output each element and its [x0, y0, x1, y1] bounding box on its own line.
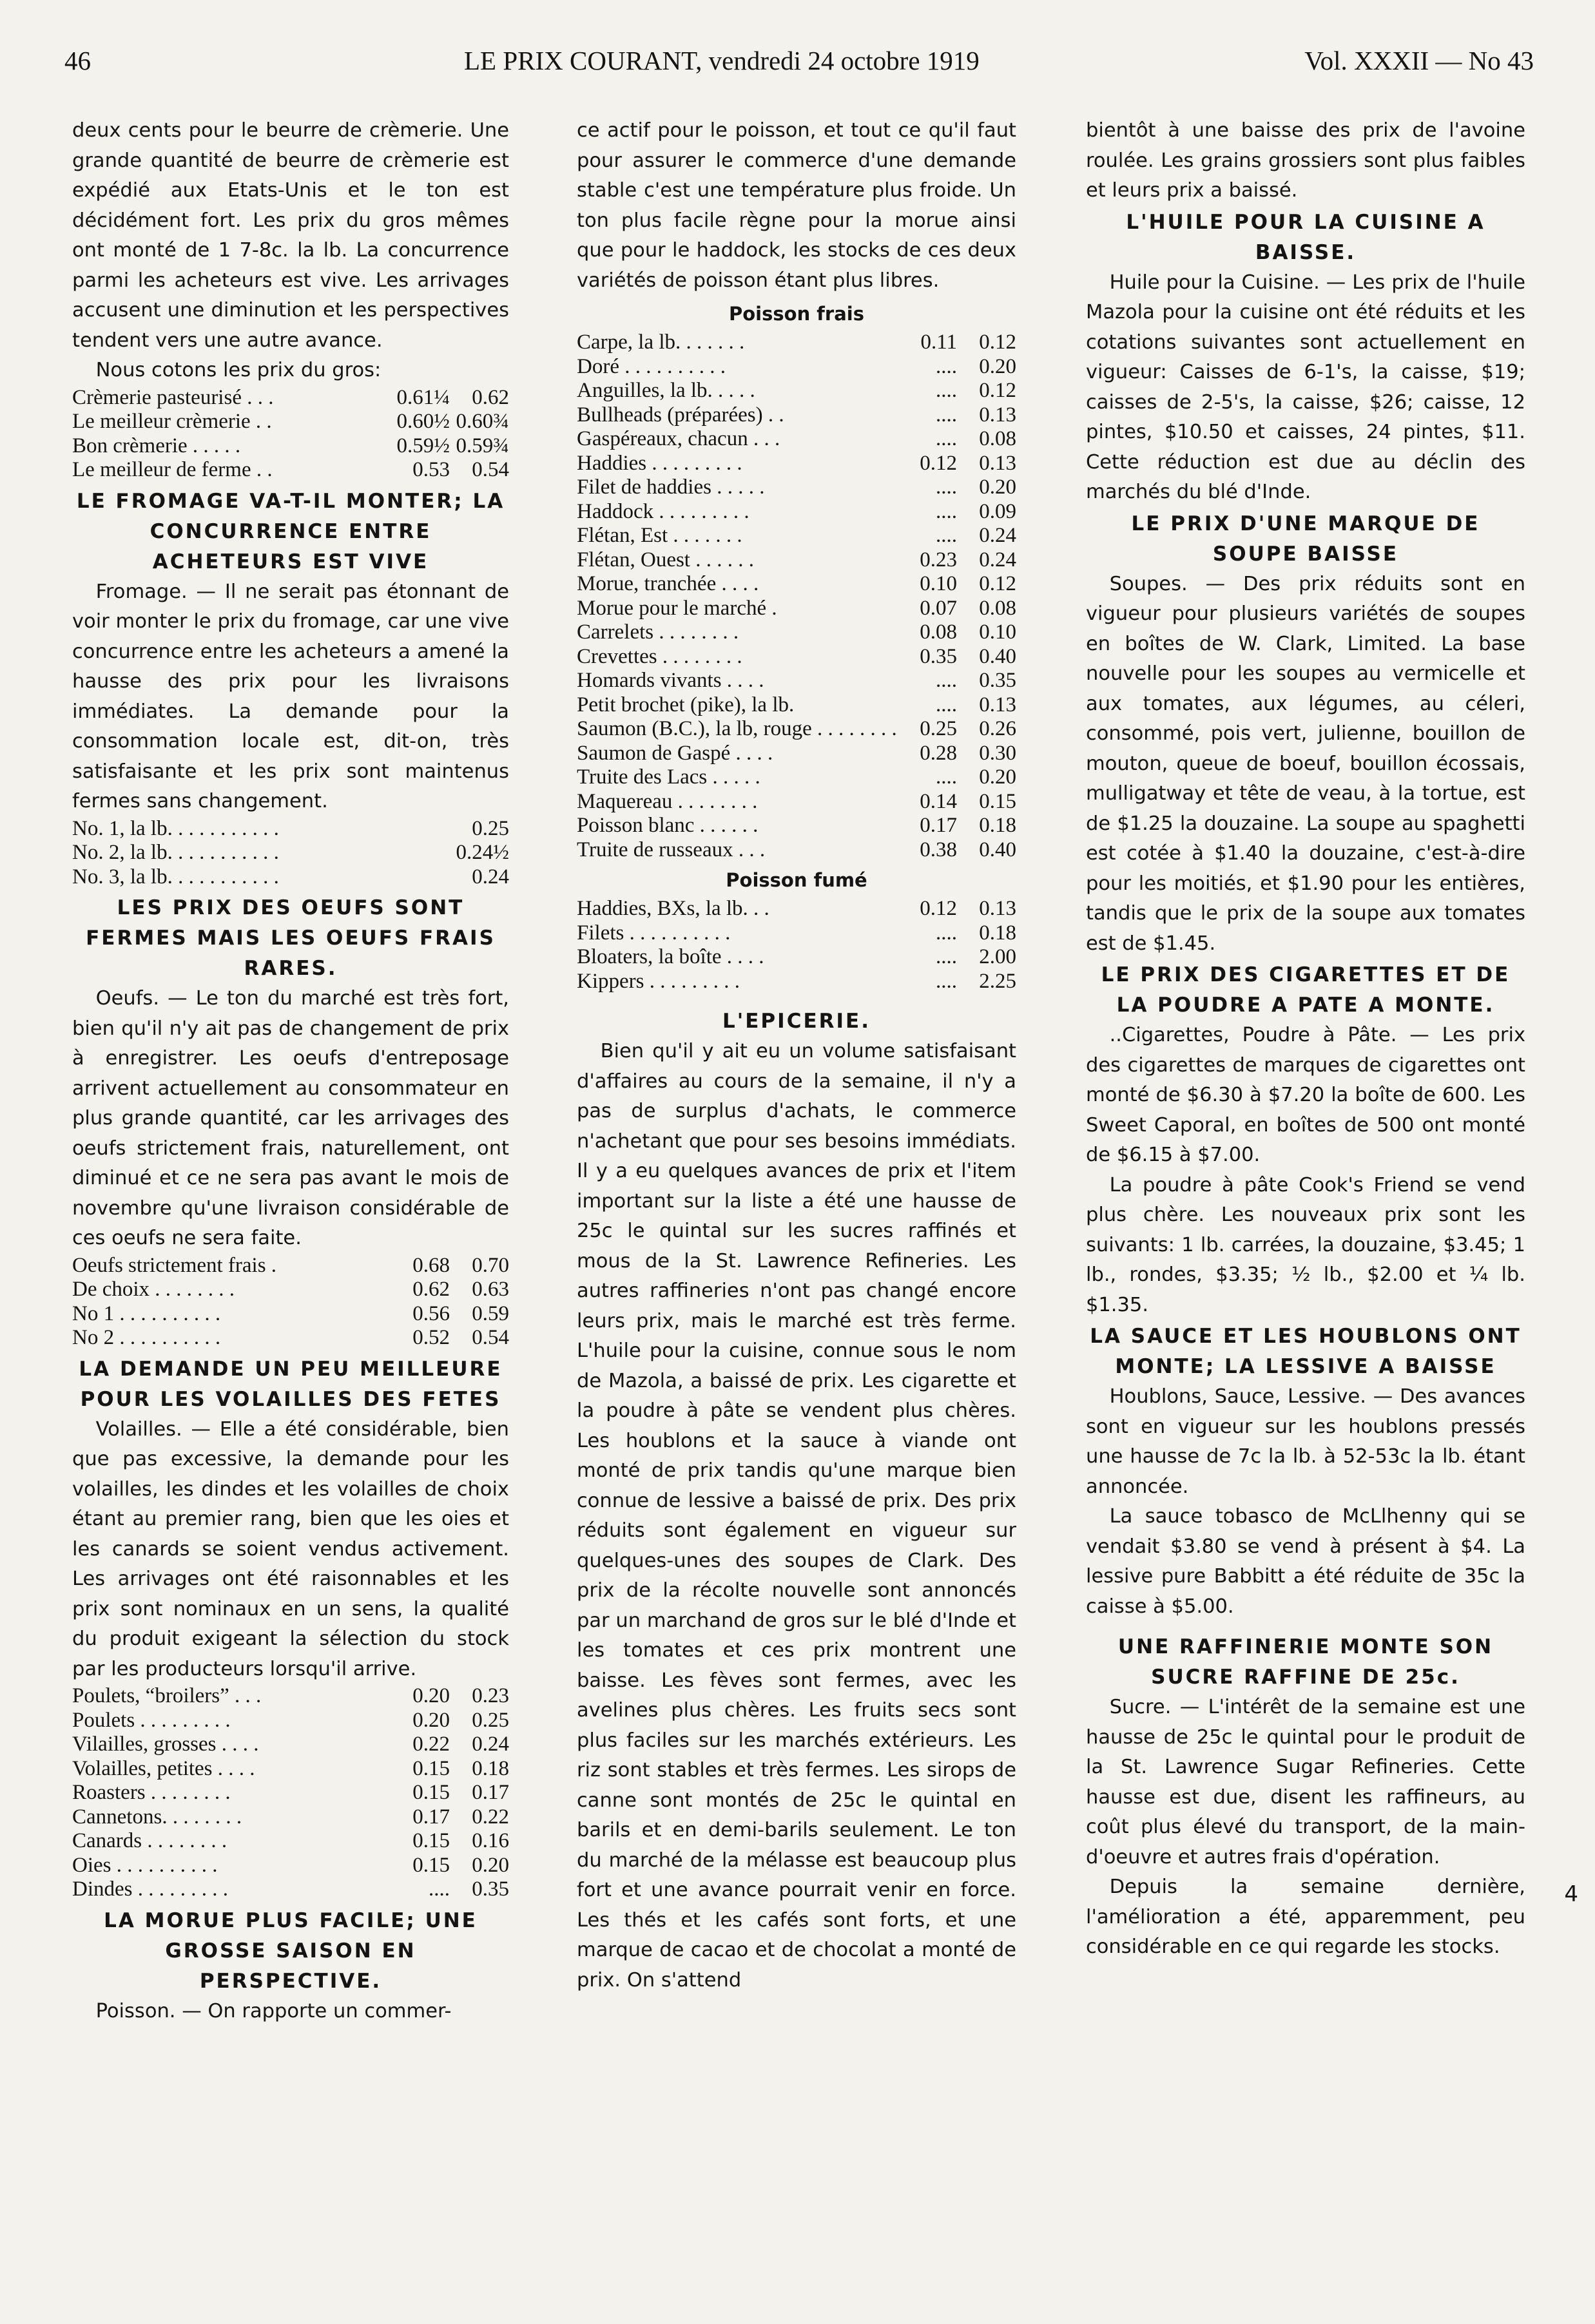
paragraph-houblons: Houblons, Sauce, Lessive. — Des avances sont en vigueur sur les houblons pressés une hausse de 7c la lb. à 52-53c la lb. étant annoncée. — [1086, 1385, 1525, 1498]
column-3 — [1086, 116, 1525, 2298]
paragraph-oeufs: Oeufs. — Le ton du marché est très fort, bien qu'il n'y ait pas de changement de prix à enregistrer. Les oeufs d'entreposage arrivent actuellement au consommateur en plus grande quantité, car les arrivages des oeufs strictement frais, naturellement, ont diminué et ce ne sera pas avant le mois de novembre qu'une livraison considérable de ces oeufs ne sera faite. — [72, 987, 509, 1249]
price-high: 0.35 — [472, 1877, 509, 1901]
price-table-volailles — [72, 1684, 509, 1902]
paragraph-tobasco: La sauce tobasco de McLlhenny qui se vendait $3.80 se vend à présent à $4. La lessive pure Babbitt a été réduite de 35c la caisse à $5.00. — [1086, 1505, 1525, 1618]
price-high: 0.13 — [979, 451, 1016, 475]
price-label: Roasters . . . . . . . . — [72, 1781, 231, 1804]
price-high: 0.24 — [979, 524, 1016, 547]
price-high: 0.08 — [979, 596, 1016, 620]
price-label: No. 2, la lb. . . . . . . . . . . — [72, 841, 279, 864]
price-row — [577, 331, 1016, 355]
paragraph-poisson-continued: ce actif pour le poisson, et tout ce qu'il faut pour assurer le commerce d'une demande stable c'est une température plus froide. Un ton plus facile règne pour la morue ainsi que pour le haddock, les stocks de ces deux variétés de poisson étant plus libres. — [577, 119, 1016, 292]
price-label: Saumon de Gaspé . . . . — [577, 741, 773, 765]
paragraph-huile: Huile pour la Cuisine. — Les prix de l'huile Mazola pour la cuisine ont été réduits et les cotations suivantes sont actuellement en vigueur: Caisses de 6-1's, la caisse, $19; caisses de 2-5's, la caisse, $26; caisse, 12 pintes, $10.50 et caisses, 24 pintes, $11. Cette réduction est due au déclin des marchés du blé d'Inde. — [1086, 271, 1525, 503]
price-low: 0.22 — [412, 1733, 450, 1756]
price-high: 0.23 — [472, 1684, 509, 1707]
heading-volailles: LA DEMANDE UN PEU MEILLEURE POUR LES VOLAILLES DES FETES — [79, 1357, 503, 1411]
price-row — [577, 790, 1016, 814]
price-row — [577, 524, 1016, 548]
price-row — [72, 1805, 509, 1830]
price-high: 0.08 — [979, 427, 1016, 450]
price-label: Le meilleur crèmerie . . — [72, 410, 272, 433]
price-row — [577, 838, 1016, 863]
price-low: 0.25 — [920, 717, 957, 740]
price-low: 0.14 — [920, 789, 957, 813]
paragraph-volailles: Volailles. — Elle a été considérable, bien que pas excessive, la demande pour les volailles, les dindes et les volailles de choix étant au premier rang, bien que les oies et les canards se soient vendus activement. Les arrivages ont été raisonnables et les prix sont nominaux en un sens, la qualité du produit exigeant la sélection du stock par les producteurs lorsqu'il arrive. — [72, 1417, 509, 1680]
price-row — [72, 410, 509, 434]
price-row — [577, 669, 1016, 693]
price-row — [72, 434, 509, 459]
price-low: 0.61¼ — [396, 385, 450, 409]
price-low: .... — [936, 969, 957, 993]
price-high: 0.54 — [472, 1326, 509, 1349]
price-row — [577, 475, 1016, 500]
price-high: 0.12 — [979, 331, 1016, 354]
price-row — [72, 1278, 509, 1302]
price-high: 0.24½ — [456, 841, 509, 864]
paragraph-epicerie: Bien qu'il y ait eu un volume satisfaisant d'affaires au cours de la semaine, il n'y a pas de surplus d'achats, le commerce n'achetant que pour ses besoins immédiats. Il y a eu quelques avances de prix et l'item important sur la liste a été une hausse de 25c le quintal sur les sucres raffinés et mous de la St. Lawrence Refineries. Les autres raffineries n'ont pas changé encore leurs prix, mais le marché est très ferme. L'huile pour la cuisine, connue sous le nom de Mazola, a baissé de prix. Les cigarette et la poudre à pâte se vendent plus chères. Les houblons et la sauce à viande ont monté de prix tandis qu'une marque bien connue de lessive a baissé de prix. Des prix réduits sont également en vigueur sur quelques-unes des soupes de Clark. Des prix de la récolte nouvelle sont annoncés par un marchand de gros sur le blé d'Inde et les tomates et ces prix montrent une baisse. Les fèves sont fermes, avec les avelines plus chères. Les fruits secs sont plus faciles sur les marchés extérieurs. Les riz sont stables et très fermes. Les sirops de canne sont montés de 25c le quintal en barils et en demi-barils seulement. Le ton du marché de la mélasse est beaucoup plus fort et une avance pourrait venir en force. Les thés et les cafés sont forts, et une marque de cacao et de chocolat a monté de prix. On s'attend — [577, 1040, 1016, 1992]
price-high: 0.59 — [472, 1301, 509, 1325]
price-low: .... — [936, 403, 957, 427]
heading-raffinerie: UNE RAFFINERIE MONTE SON SUCRE RAFFINE DE 25c. — [1117, 1635, 1494, 1689]
price-row — [72, 1326, 509, 1350]
price-label: Poisson blanc . . . . . . — [577, 814, 759, 837]
price-high: 0.24 — [472, 865, 509, 888]
price-low: 0.60½ — [396, 410, 450, 433]
price-low: 0.52 — [412, 1326, 450, 1349]
price-low: 0.38 — [920, 838, 957, 861]
price-low: 0.15 — [412, 1853, 450, 1877]
price-low: 0.59½ — [396, 434, 450, 457]
publication-title: LE PRIX COURANT, vendredi 24 octobre 1919 — [464, 46, 980, 75]
heading-epicerie: L'EPICERIE. — [722, 1010, 871, 1033]
paragraph-fromage: Fromage. — Il ne serait pas étonnant de voir monter le prix du fromage, car une vive concurrence entre les acheteurs a amené la hausse des prix pour les livraisons immédiates. La demande pour la consommation locale est, dit-on, très satisfaisante et les prix sont maintenus fermes sans changement. — [72, 580, 509, 812]
paragraph-cigarettes: ..Cigarettes, Poudre à Pâte. — Les prix des cigarettes de marques de cigarettes ont monté de $6.30 à $7.20 la boîte de 600. Les Sweet Caporal, en boîtes de 500 ont monté de $6.15 à $7.00. — [1086, 1024, 1525, 1166]
price-row — [72, 1709, 509, 1733]
price-high: 0.40 — [979, 838, 1016, 861]
running-head — [64, 45, 1534, 84]
price-high: 0.22 — [472, 1805, 509, 1829]
price-row — [72, 1877, 509, 1902]
price-label: No. 3, la lb. . . . . . . . . . . — [72, 865, 279, 888]
price-table-fromage — [72, 817, 509, 890]
price-low: 0.17 — [920, 814, 957, 837]
price-low: .... — [936, 669, 957, 692]
price-row — [577, 500, 1016, 524]
price-row — [577, 693, 1016, 718]
price-low: .... — [936, 379, 957, 402]
price-label: Truite des Lacs . . . . . — [577, 765, 760, 789]
margin-mark: 4 — [1564, 1881, 1578, 1907]
price-label: Carrelets . . . . . . . . — [577, 620, 739, 644]
price-row — [577, 620, 1016, 645]
price-label: Bloaters, la boîte . . . . — [577, 945, 764, 968]
price-high: 0.15 — [979, 789, 1016, 813]
price-label: Truite de russeaux . . . — [577, 838, 766, 861]
price-label: Canards . . . . . . . . — [72, 1829, 227, 1852]
price-label: Crevettes . . . . . . . . — [577, 644, 742, 668]
price-label: Bon crèmerie . . . . . — [72, 434, 241, 457]
price-row — [577, 742, 1016, 766]
price-high: 0.63 — [472, 1278, 509, 1301]
paragraph-amelioration: Depuis la semaine dernière, l'amélioration a été, apparemment, peu considérable en ce qui regarde les stocks. — [1086, 1876, 1525, 1958]
price-high: 0.25 — [472, 1708, 509, 1732]
price-label: Gaspéreaux, chacun . . . — [577, 427, 780, 450]
paragraph-soupe: Soupes. — Des prix réduits sont en vigueur pour plusieurs variétés de soupes en boîtes de W. Clark, Limited. La base nouvelle pour les soupes au vermicelle et aux tomates, aux légumes, au céleri, consommé, pois vert, julienne, bouillon de mouton, queue de boeuf, bouillon écossais, mulligatway et tête de veau, à la tortue, est de $1.25 la douzaine. La soupe au spaghetti est cotée à $1.40 la douzaine, c'est-à-dire pour les moitiés, et $1.90 pour les entières, tandis que le prix de la soupe aux tomates est de $1.45. — [1086, 572, 1525, 955]
price-low: 0.23 — [920, 548, 957, 571]
price-label: De choix . . . . . . . . — [72, 1278, 235, 1301]
price-high: 0.13 — [979, 693, 1016, 716]
price-high: 0.30 — [979, 741, 1016, 765]
price-high: 0.24 — [979, 548, 1016, 571]
subheading-poisson-fume: Poisson fumé — [726, 869, 867, 891]
heading-morue: LA MORUE PLUS FACILE; UNE GROSSE SAISON EN PERSPECTIVE. — [104, 1908, 478, 1993]
price-high: 0.18 — [472, 1756, 509, 1780]
price-row — [577, 945, 1016, 970]
price-high: 0.16 — [472, 1829, 509, 1852]
price-label: Anguilles, la lb. . . . . — [577, 379, 755, 402]
price-row — [72, 1829, 509, 1854]
volume-number: Vol. XXXII — No 43 — [1304, 46, 1534, 75]
price-high: 0.60¾ — [456, 410, 509, 433]
heading-cigarettes: LE PRIX DES CIGARETTES ET DE LA POUDRE A PATE A MONTE. — [1101, 963, 1511, 1017]
price-row — [577, 597, 1016, 621]
price-row — [72, 1757, 509, 1781]
paragraph-cotons: Nous cotons les prix du gros: — [95, 359, 382, 381]
price-row — [72, 1254, 509, 1278]
price-low — [393, 841, 450, 865]
subheading-poisson-frais: Poisson frais — [729, 303, 864, 325]
price-high: 2.00 — [979, 945, 1016, 968]
price-label: Volailles, petites . . . . — [72, 1756, 255, 1780]
heading-huile: L'HUILE POUR LA CUISINE A BAISSE. — [1126, 210, 1485, 264]
price-label: Oeufs strictement frais . — [72, 1253, 277, 1277]
price-row — [577, 379, 1016, 403]
paragraph-poisson-start: Poisson. — On rapporte un commer- — [95, 1999, 452, 2022]
column-1 — [72, 116, 509, 2298]
price-high: 0.35 — [979, 669, 1016, 692]
heading-fromage: LE FROMAGE VA-T-IL MONTER; LA CONCURRENCE ENTRE ACHETEURS EST VIVE — [76, 489, 505, 573]
paragraph-sucre: Sucre. — L'intérêt de la semaine est une hausse de 25c le quintal pour le produit de la St. Lawrence Sugar Refineries. Cette hausse est due, disent les raffineurs, au coût plus élevé du transport, de la main-d'oeuvre et autres frais d'opération. — [1086, 1696, 1525, 1868]
price-high: 0.09 — [979, 499, 1016, 523]
price-row — [577, 921, 1016, 946]
price-label: Poulets . . . . . . . . . — [72, 1708, 231, 1732]
price-low: 0.11 — [920, 331, 957, 354]
price-label: Bullheads (préparées) . . — [577, 403, 784, 427]
price-label: Dindes . . . . . . . . . — [72, 1877, 228, 1901]
price-high: 0.13 — [979, 897, 1016, 920]
price-label: Homards vivants . . . . — [577, 669, 764, 692]
price-high: 0.20 — [979, 475, 1016, 499]
price-row — [577, 897, 1016, 921]
price-label: Oies . . . . . . . . . . — [72, 1853, 218, 1877]
price-low: 0.15 — [412, 1829, 450, 1852]
price-row — [577, 572, 1016, 597]
price-label: Kippers . . . . . . . . . — [577, 969, 740, 993]
price-high: 0.12 — [979, 572, 1016, 595]
price-low: 0.15 — [412, 1781, 450, 1804]
price-row — [72, 1302, 509, 1327]
price-table-oeufs — [72, 1254, 509, 1350]
price-row — [577, 717, 1016, 742]
price-high: 0.18 — [979, 814, 1016, 837]
price-row — [72, 458, 509, 483]
price-label: Haddock . . . . . . . . . — [577, 499, 749, 523]
price-low: 0.68 — [412, 1253, 450, 1277]
price-high: 0.20 — [979, 765, 1016, 789]
price-row — [72, 865, 509, 890]
price-label: Flétan, Est . . . . . . . — [577, 524, 742, 547]
price-label: Le meilleur de ferme . . — [72, 458, 273, 481]
price-label: Vilailles, grosses . . . . — [72, 1733, 259, 1756]
price-high: 0.18 — [979, 921, 1016, 945]
price-label: Carpe, la lb. . . . . . . — [577, 331, 745, 354]
price-low: .... — [936, 765, 957, 789]
paragraph-poudre: La poudre à pâte Cook's Friend se vend plus chère. Les nouveaux prix sont les suivants: 1 lb. carrées, la douzaine, $3.45; 1 lb., rondes, $3.35; ½ lb., $2.00 et ¼ lb. $1.35. — [1086, 1173, 1525, 1316]
price-row — [577, 765, 1016, 790]
price-row — [577, 452, 1016, 476]
price-table-beurre — [72, 386, 509, 483]
price-low: .... — [936, 354, 957, 378]
price-row — [72, 1733, 509, 1757]
price-high: 2.25 — [979, 969, 1016, 993]
price-low: 0.20 — [412, 1708, 450, 1732]
price-high: 0.20 — [979, 354, 1016, 378]
price-row — [577, 403, 1016, 428]
price-low: 0.07 — [920, 596, 957, 620]
price-high: 0.17 — [472, 1781, 509, 1804]
price-high: 0.70 — [472, 1253, 509, 1277]
price-row — [577, 355, 1016, 379]
price-label: Flétan, Ouest . . . . . . — [577, 548, 754, 571]
price-row — [577, 427, 1016, 452]
page-number: 46 — [64, 46, 91, 75]
heading-soupe: LE PRIX D'UNE MARQUE DE SOUPE BAISSE — [1131, 512, 1480, 566]
price-label: Maquereau . . . . . . . . — [577, 789, 758, 813]
price-label: Crèmerie pasteurisé . . . — [72, 385, 274, 409]
price-label: Haddies, BXs, la lb. . . — [577, 897, 769, 920]
price-label: Cannetons. . . . . . . . — [72, 1805, 242, 1829]
price-label: Filet de haddies . . . . . — [577, 475, 765, 499]
price-low: .... — [936, 475, 957, 499]
price-low: .... — [936, 693, 957, 716]
price-low: .... — [936, 945, 957, 968]
price-label: No 1 . . . . . . . . . . — [72, 1301, 221, 1325]
price-high: 0.20 — [472, 1853, 509, 1877]
price-label: Petit brochet (pike), la lb. — [577, 693, 795, 716]
price-row — [577, 548, 1016, 573]
price-high: 0.40 — [979, 644, 1016, 668]
price-low: .... — [936, 921, 957, 945]
price-row — [72, 841, 509, 865]
price-row — [577, 645, 1016, 669]
heading-sauce: LA SAUCE ET LES HOUBLONS ONT MONTE; LA LESSIVE A BAISSE — [1090, 1325, 1522, 1378]
price-high: 0.10 — [979, 620, 1016, 644]
price-row — [72, 1781, 509, 1805]
price-low: .... — [936, 427, 957, 450]
price-row — [577, 970, 1016, 994]
price-label: Saumon (B.C.), la lb, rouge . . . . . . . . — [577, 717, 897, 740]
price-low: 0.12 — [920, 897, 957, 920]
price-low: .... — [936, 524, 957, 547]
price-label: Filets . . . . . . . . . . — [577, 921, 731, 945]
price-high: 0.24 — [472, 1733, 509, 1756]
price-high: 0.13 — [979, 403, 1016, 427]
price-low: 0.08 — [920, 620, 957, 644]
price-low: 0.28 — [920, 741, 957, 765]
price-high: 0.62 — [472, 385, 509, 409]
price-table-poisson-frais — [577, 331, 1016, 862]
price-high: 0.59¾ — [456, 434, 509, 457]
price-row — [72, 1684, 509, 1709]
paragraph-beurre: deux cents pour le beurre de crèmerie. Une grande quantité de beurre de crèmerie est expédié aux Etats-Unis et le ton est décidément fort. Les prix du gros mêmes ont monté de 1 7-8c. la lb. La concurrence parmi les acheteurs est vive. Les arrivages accusent une diminution et les perspectives tendent vers une autre avance. — [72, 119, 509, 352]
price-low: 0.17 — [412, 1805, 450, 1829]
price-high: 0.25 — [472, 816, 509, 840]
price-low: .... — [936, 499, 957, 523]
price-row — [72, 1854, 509, 1878]
price-label: Poulets, “broilers” . . . — [72, 1684, 262, 1707]
price-high: 0.12 — [979, 379, 1016, 402]
price-low: 0.35 — [920, 644, 957, 668]
price-low: 0.12 — [920, 451, 957, 475]
price-row — [72, 386, 509, 410]
price-low: 0.56 — [412, 1301, 450, 1325]
price-table-poisson-fume — [577, 897, 1016, 994]
price-low: 0.10 — [920, 572, 957, 595]
price-low — [393, 817, 450, 841]
price-low: 0.62 — [412, 1278, 450, 1301]
price-label: Haddies . . . . . . . . . — [577, 451, 742, 475]
price-high: 0.26 — [979, 717, 1016, 740]
price-label: Doré . . . . . . . . . . — [577, 354, 726, 378]
price-low: .... — [429, 1877, 450, 1901]
price-row — [577, 814, 1016, 838]
paragraph-avoine: bientôt à une baisse des prix de l'avoine roulée. Les grains grossiers sont plus faibles et leurs prix a baissé. — [1086, 119, 1525, 202]
price-high: 0.54 — [472, 458, 509, 481]
price-label: Morue pour le marché . — [577, 596, 777, 620]
price-low: 0.15 — [412, 1756, 450, 1780]
price-label: Morue, tranchée . . . . — [577, 572, 759, 595]
price-label: No. 1, la lb. . . . . . . . . . . — [72, 816, 279, 840]
price-label: No 2 . . . . . . . . . . — [72, 1326, 221, 1349]
price-low — [393, 865, 450, 890]
price-low: 0.53 — [412, 458, 450, 481]
price-row — [72, 817, 509, 841]
heading-oeufs: LES PRIX DES OEUFS SONT FERMES MAIS LES OEUFS FRAIS RARES. — [86, 896, 496, 980]
price-low: 0.20 — [412, 1684, 450, 1707]
column-2 — [577, 116, 1016, 2298]
